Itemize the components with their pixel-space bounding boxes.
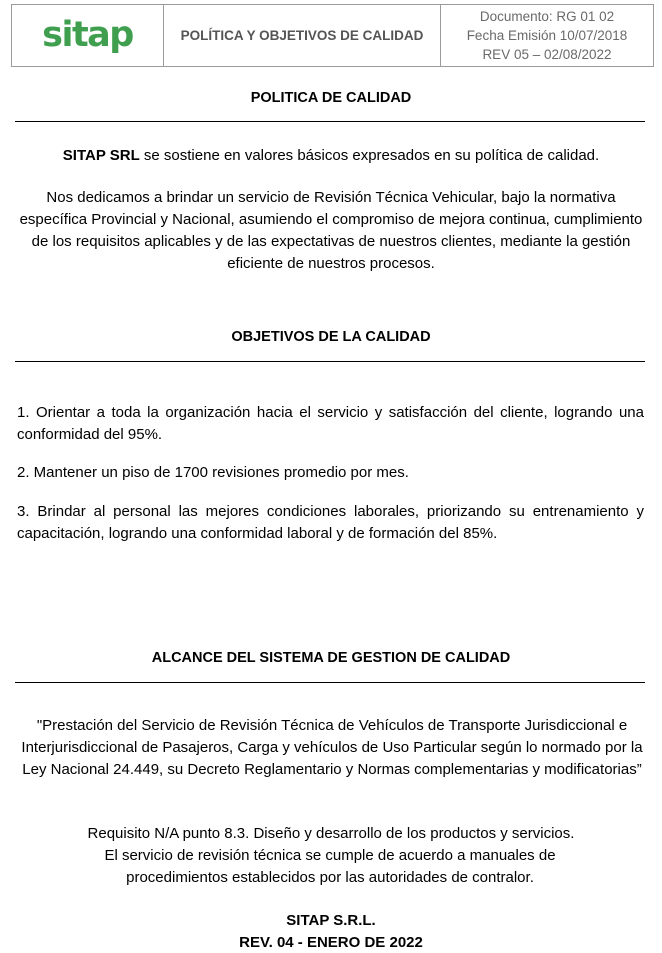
objetivo-item-3: 3. Brindar al personal las mejores condiciones laborales, priorizando su entrenamiento y capacitación, logrando una conformidad laboral y de formación del 85%. (17, 503, 644, 542)
issue-date: Fecha Emisión 10/07/2018 (466, 28, 628, 43)
divider (15, 361, 645, 362)
document-title: POLÍTICA Y OBJETIVOS DE CALIDAD (164, 5, 441, 67)
logo-cell (12, 5, 164, 67)
company-name: SITAP SRL (62, 147, 140, 164)
politica-intro (15, 145, 647, 167)
requisito-line-2: El servicio de revisión técnica se cumple de acuerdo a manuales de procedimientos establecidos por las autoridades de contralor. (104, 847, 556, 886)
revision-date: REV 05 – 02/08/2022 (482, 47, 612, 62)
divider (15, 121, 645, 122)
requisito-line-1: Requisito N/A punto 8.3. Diseño y desarrollo de los productos y servicios. (87, 825, 575, 842)
politica-paragraph: Nos dedicamos a brindar un servicio de Revisión Técnica Vehicular, bajo la normativa específica Provincial y Nacional, asumiendo el compromiso de mejora continua, cumplimiento de los requisitos aplicables y de las expectativas de nuestros clientes, mediante la gestión eficiente de nuestros procesos. (19, 189, 643, 272)
alcance-quote: "Prestación del Servicio de Revisión Técnica de Vehículos de Transporte Jurisdiccional e Interjurisdiccional de Pasajeros, Carga y vehículos de Uso Particular según lo normado por la Ley Nacional 24.449, su Decreto Reglamentario y Normas complementarias y modificatorias” (21, 717, 643, 778)
politica-intro-text: se sostiene en valores básicos expresados en su política de calidad. (139, 147, 600, 164)
politica-heading: POLITICA DE CALIDAD (250, 90, 412, 106)
divider (15, 682, 645, 683)
objetivo-item-2: 2. Mantener un piso de 1700 revisiones promedio por mes. (17, 464, 409, 481)
footer-revision: REV. 04 - ENERO DE 2022 (239, 934, 423, 951)
document-meta (441, 5, 654, 67)
sitap-logo: sitap (42, 15, 133, 55)
footer-company: SITAP S.R.L. (286, 912, 376, 929)
objetivos-heading: OBJETIVOS DE LA CALIDAD (231, 329, 431, 345)
document-header (11, 4, 654, 67)
document-code: Documento: RG 01 02 (479, 9, 615, 24)
objetivo-item-1: 1. Orientar a toda la organización hacia el servicio y satisfacción del cliente, logrando una conformidad del 95%. (17, 404, 644, 443)
alcance-heading: ALCANCE DEL SISTEMA DE GESTION DE CALIDAD (151, 650, 511, 666)
